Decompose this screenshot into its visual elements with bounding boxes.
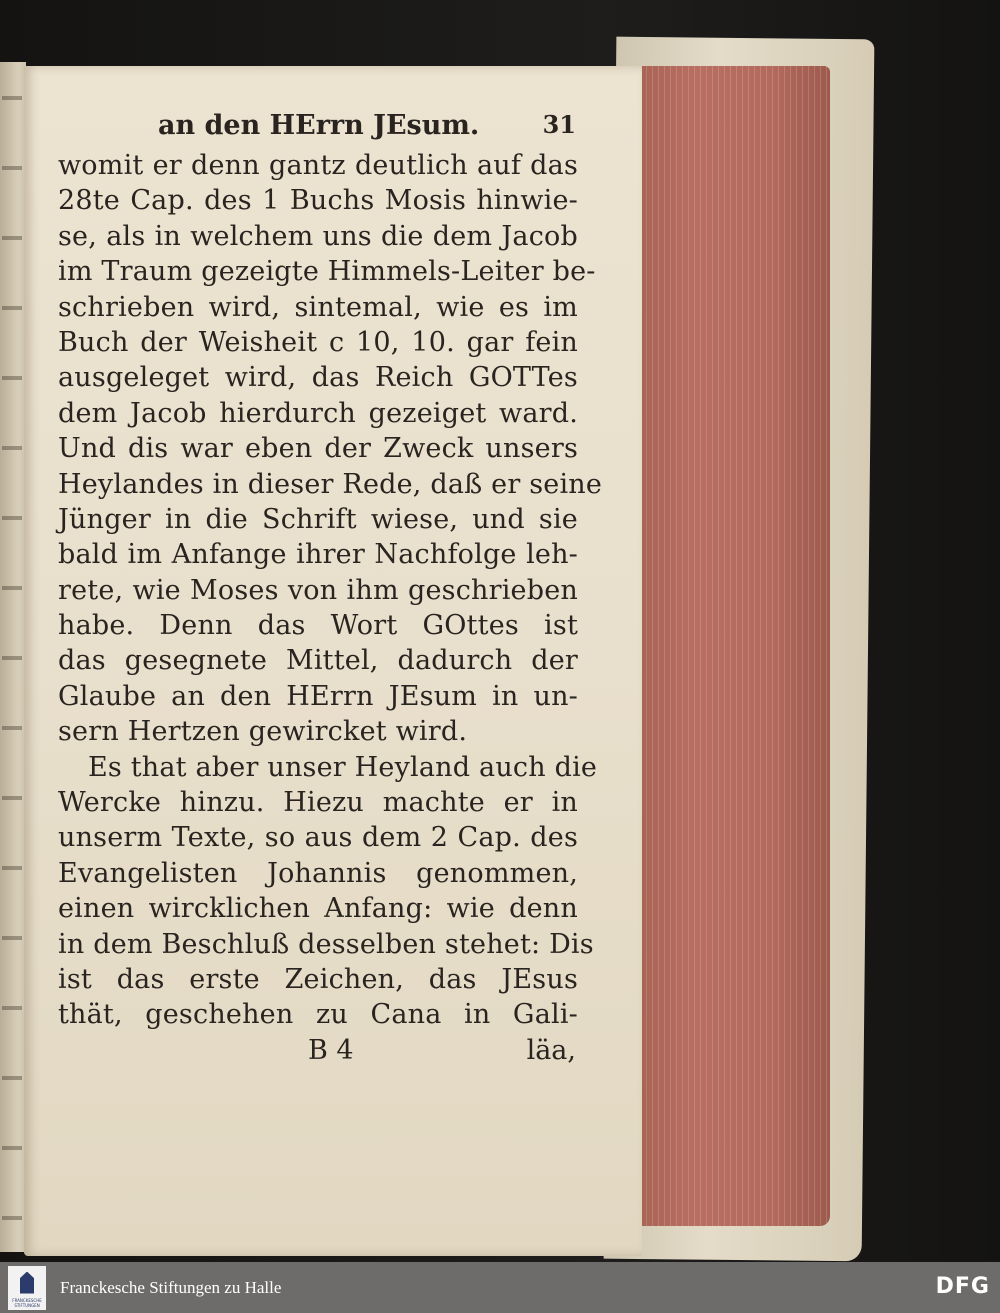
francke-building-icon — [20, 1272, 34, 1294]
text-line: im Traum gezeigte Himmels-Leiter be- — [58, 256, 596, 288]
text-line: Buch der Weisheit c 10, 10. gar fein — [58, 326, 578, 358]
text-line: thät, geschehen zu Cana in Gali- — [58, 999, 578, 1031]
logo-text: FRANCKESCHE STIFTUNGEN — [12, 1297, 42, 1308]
institution-name: Franckesche Stiftungen zu Halle — [60, 1277, 282, 1297]
left-page-edge — [0, 62, 26, 1252]
text-line: womit er denn gantz deutlich auf das — [58, 150, 578, 181]
text-line: das gesegnete Mittel, dadurch der — [58, 645, 578, 677]
dfg-logo[interactable]: DFG — [935, 1274, 990, 1299]
text-line: Es that aber unser Heyland auch die — [88, 751, 598, 783]
text-line: bald im Anfange ihrer Nachfolge leh- — [58, 539, 578, 571]
signature-mark: B 4 — [308, 1034, 354, 1066]
text-line: Und dis war eben der Zweck unsers — [58, 433, 578, 465]
text-line: 28te Cap. des 1 Buchs Mosis hinwie- — [58, 185, 578, 217]
francke-logo-icon[interactable] — [8, 1266, 46, 1310]
text-line: Jünger in die Schrift wiese, und sie — [58, 503, 578, 535]
text-line: dem Jacob hierdurch gezeiget ward. — [58, 397, 578, 429]
page-footer-line — [58, 1033, 578, 1073]
red-page-edges — [638, 66, 830, 1226]
text-line: Heylandes in dieser Rede, daß er seine — [58, 468, 603, 500]
text-line: einen wircklichen Anfang: wie denn — [58, 893, 578, 925]
viewer-footer-bar — [0, 1262, 1000, 1313]
text-line: rete, wie Moses von ihm geschrieben — [58, 574, 578, 606]
text-line: in dem Beschluß desselben stehet: Dis — [58, 928, 594, 960]
text-line: Wercke hinzu. Hiezu machte er in — [58, 787, 578, 819]
text-line: sern Hertzen gewircket wird. — [58, 716, 468, 748]
text-line: unserm Texte, so aus dem 2 Cap. des — [58, 822, 578, 854]
page-text-block — [58, 110, 603, 1073]
left-page-text-marks — [2, 62, 22, 1252]
catchword: läa, — [526, 1034, 576, 1066]
text-line: habe. Denn das Wort GOttes ist — [58, 610, 578, 642]
text-line: schrieben wird, sintemal, wie es im — [58, 291, 578, 323]
text-line: Evangelisten Johannis genommen, — [58, 857, 578, 889]
text-line: ist das erste Zeichen, das JEsus — [58, 963, 578, 995]
text-line: Glaube an den HErrn JEsum in un- — [58, 680, 578, 712]
page-number: 31 — [542, 110, 576, 139]
text-line: se, als in welchem uns die dem Jacob — [58, 220, 578, 252]
running-head — [58, 110, 578, 148]
running-title: an den HErrn JEsum. — [158, 110, 480, 141]
text-line: ausgeleget wird, das Reich GOTTes — [58, 362, 578, 394]
